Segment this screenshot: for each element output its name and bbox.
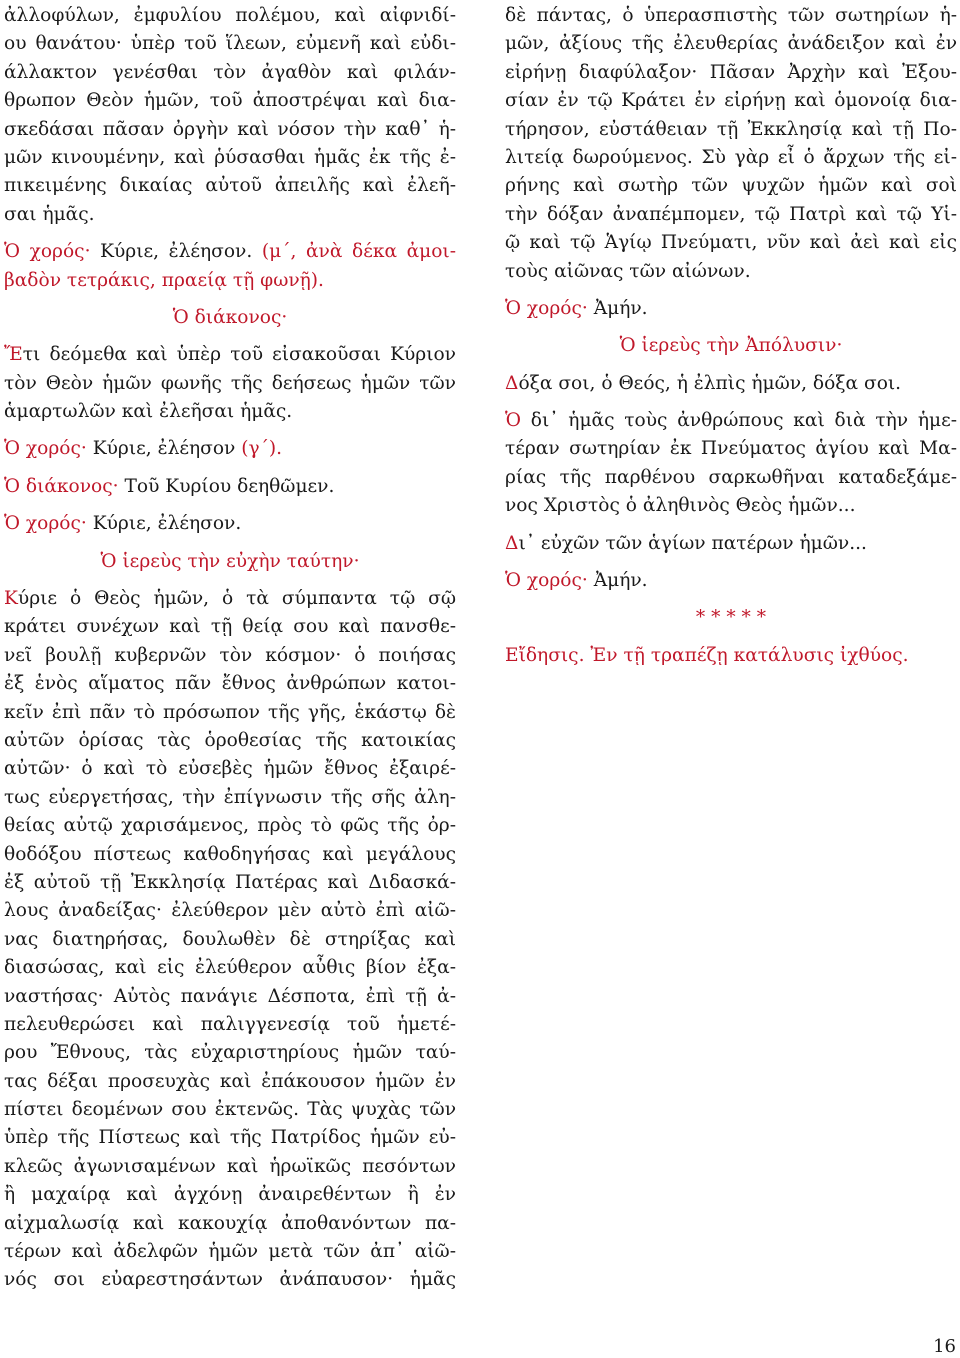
notice-line: Εἴδησις. Ἐν τῇ τραπέζῃ κατάλυσις ἰχθύος. <box>505 644 909 666</box>
choir-response-kyrie-40 <box>4 238 456 295</box>
page-number: 16 <box>933 1336 956 1357</box>
text-line: νος Χριστὸς ὁ ἀληθινὸς Θεὸς ἡμῶν... <box>505 495 856 517</box>
text-line: τας δέξαι προσευχὰς καὶ ἐπάκουσον ἡμῶν ἐν <box>4 1070 456 1092</box>
text-line: δὲ πάντας, ὁ ὑπερασπιστὴς τῶν σωτηρίων ἡ- <box>505 5 957 26</box>
text-line: τέρων καὶ ἀδελφῶν ἡμῶν μετὰ τῶν ἀπ᾿ αἰῶ- <box>4 1241 456 1263</box>
text-line: πελευθερώσει καὶ παλιγγενεσίᾳ τοῦ ἡμετέ- <box>4 1013 456 1035</box>
choir-response-amen: Ὁ χορός· Ἀμήν. <box>505 570 648 592</box>
drop-initial: Δ <box>505 532 519 554</box>
text-line: αὐτῶν ὁρίσας τὰς ὁροθεσίας τῆς κατοικίας <box>4 729 456 751</box>
text-line: τοὺς αἰῶνας τῶν αἰώνων. <box>505 260 751 282</box>
text-line: μῶν, ἀξίους τῆς ἐλευθερίας ἀνάδειξον καὶ ἐν <box>505 33 957 55</box>
deacon-heading: Ὁ διάκονος· <box>172 306 288 328</box>
text-line: Ὁ δι᾿ ἡμᾶς τοὺς ἀνθρώπους καὶ διὰ τὴν ἡμε- <box>505 410 957 432</box>
choir-response-kyrie: Ὁ χορός· Κύριε, ἐλέησον. <box>4 513 242 535</box>
text-line: θείας αὐτῷ χαρισάμενος, πρὸς τὸ φῶς τῆς ὀρ- <box>4 815 456 837</box>
doxology-line: Δόξα σοι, ὁ Θεός, ἡ ἐλπὶς ἡμῶν, δόξα σοι. <box>505 372 902 394</box>
right-column <box>505 2 957 670</box>
text-line: ἐξ ἑνὸς αἵματος πᾶν ἔθνος ἀνθρώπων κατοι- <box>4 673 456 695</box>
text-line: ου θανάτου· ὑπὲρ τοῦ ἵλεων, εὐμενῆ καὶ εὐδι- <box>4 33 456 55</box>
text-line: ἐξ αὐτοῦ τῇ Ἐκκλησίᾳ Πατέρας καὶ Διδασκά- <box>4 871 456 893</box>
deacon-line: Ὁ διάκονος· Τοῦ Κυρίου δεηθῶμεν. <box>4 475 335 497</box>
text-line: λους ἀναδείξας· ἐλεύθερον μὲν αὐτὸ ἐπὶ αἰῶ- <box>4 900 456 922</box>
text-line: ἀλλοφύλων, ἐμφυλίου πολέμου, καὶ αἰφνιδί- <box>4 5 456 26</box>
text-line: ἢ μαχαίρᾳ καὶ ἀγχόνῃ ἀναιρεθέντων ἢ ἐν <box>4 1184 456 1206</box>
drop-initial: Δ <box>505 372 519 394</box>
text-line: ρήνης καὶ σωτὴρ τῶν ψυχῶν ἡμῶν καὶ σοὶ <box>505 175 957 197</box>
paragraph-priest-prayer <box>4 585 456 1295</box>
text-line: αἰχμαλωσίᾳ καὶ κακουχίᾳ ἀποθανόντων πα- <box>4 1212 456 1234</box>
speaker-label: Ὁ χορός· <box>505 297 588 319</box>
text-line: τέραν σωτηρίαν ἐκ Πνεύματος ἁγίου καὶ Μα- <box>505 438 957 460</box>
text-line: ρου Ἔθνους, τὰς εὐχαριστηρίους ἡμῶν ταύ- <box>4 1042 456 1064</box>
closing-prayer-line: Δι᾿ εὐχῶν τῶν ἁγίων πατέρων ἡμῶν... <box>505 532 867 554</box>
rubric-text: (γ΄). <box>241 438 283 460</box>
section-separator-stars: * * * * * <box>695 607 767 629</box>
choir-response-kyrie-3: Ὁ χορός· Κύριε, ἐλέησον (γ΄). <box>4 438 283 460</box>
speaker-label: Ὁ χορός· <box>505 570 588 592</box>
text-line <box>4 238 456 266</box>
text-line: Ἔτι δεόμεθα καὶ ὑπὲρ τοῦ εἰσακοῦσαι Κύριον <box>4 344 456 366</box>
drop-initial: Ὁ <box>505 410 521 432</box>
text-line: νεῖ βουλῇ κυβερνῶν τὸν κόσμον· ὁ ποιήσας <box>4 644 456 666</box>
text-line: αὐτῶν· ὁ καὶ τὸ εὐσεβὲς ἡμῶν ἔθνος ἐξαιρέ- <box>4 758 456 780</box>
text-line: νός σοι εὐαρεστησάντων ἀνάπαυσον· ἡμᾶς <box>4 1269 456 1291</box>
text-line: λιτείᾳ δωρούμενος. Σὺ γὰρ εἶ ὁ ἄρχων τῆς εἰ- <box>505 146 957 168</box>
text-line: σαι ἡμᾶς. <box>4 203 95 225</box>
text-line: τήρησον, εὐστάθειαν τῇ Ἐκκλησίᾳ καὶ τῇ Πο- <box>505 118 957 140</box>
text-line: ῷ καὶ τῷ Ἁγίῳ Πνεύματι, νῦν καὶ ἀεὶ καὶ εἰς <box>505 232 957 254</box>
text-line: κλεῶς ἀγωνισαμένων καὶ ἡρωϊκῶς πεσόντων <box>4 1155 456 1177</box>
paragraph-dismissal <box>505 407 957 521</box>
text-line: θοδόξου πίστεως καθοδηγήσας καὶ μεγάλους <box>4 843 456 865</box>
dismissal-heading: Ὁ ἱερεὺς τὴν Ἀπόλυσιν· <box>619 335 843 357</box>
text-line: κράτει συνέχων καὶ τῇ θείᾳ σου καὶ πανσθε- <box>4 616 456 638</box>
text-line: διασώσας, καὶ εἰς ἐλεύθερον αὖθις βίον ἐξα- <box>4 957 456 979</box>
text-line: θρωπον Θεὸν ἡμῶν, τοῦ ἀποστρέψαι καὶ δια- <box>4 90 456 112</box>
text-line: μῶν κινουμένην, καὶ ῥύσασθαι ἡμᾶς ἐκ τῆς ἐ- <box>4 146 456 168</box>
left-column <box>4 2 456 1295</box>
text-line: εἰρήνῃ διαφύλαξον· Πᾶσαν Ἀρχὴν καὶ Ἐξου- <box>505 61 957 83</box>
text-line: σίαν ἐν τῷ Κράτει ἐν εἰρήνῃ καὶ ὁμονοίᾳ δια- <box>505 90 957 112</box>
rubric-line: βαδὸν τετράκις, πραείᾳ τῇ φωνῇ). <box>4 269 324 291</box>
text-line: άλλακτον γενέσθαι τὸν ἀγαθὸν καὶ φιλάν- <box>4 61 456 83</box>
paragraph-deacon-petition <box>4 341 456 426</box>
choir-response-amen: Ὁ χορός· Ἀμήν. <box>505 297 648 319</box>
speaker-label: Ὁ χορός· <box>4 241 91 263</box>
response-text: Κύριε, ἐλέησον. <box>90 241 262 263</box>
text-line: ὑπὲρ τῆς Πίστεως καὶ τῆς Πατρίδος ἡμῶν εὐ- <box>4 1127 456 1149</box>
text-line: ρίας τῆς παρθένου σαρκωθῆναι καταδεξάμε- <box>505 466 957 488</box>
rubric-text: (μ΄, ἀνὰ δέκα ἀμοι- <box>261 241 456 263</box>
text-line: ναστήσας· Αὐτὸς πανάγιε Δέσποτα, ἐπὶ τῇ ἀ- <box>4 985 456 1007</box>
text-line: τως εὐεργετήσας, τὴν ἐπίγνωσιν τῆς σῆς ἀλη- <box>4 786 456 808</box>
text-line: Κύριε ὁ Θεὸς ἡμῶν, ὁ τὰ σύμπαντα τῷ σῷ <box>4 588 456 610</box>
drop-initial: Κ <box>4 588 18 610</box>
paragraph-litany-end <box>4 2 456 229</box>
priest-prayer-heading: Ὁ ἱερεὺς τὴν εὐχὴν ταύτην· <box>100 550 360 572</box>
text-line: τὸν Θεὸν ἡμῶν φωνῆς τῆς δεήσεως ἡμῶν τῶν <box>4 372 456 394</box>
text-line: κεῖν ἐπὶ πᾶν τὸ πρόσωπον τῆς γῆς, ἑκάστῳ δὲ <box>4 701 456 723</box>
text-line: ἁμαρτωλῶν καὶ ἐλεῆσαι ἡμᾶς. <box>4 401 293 423</box>
text-line: σκεδάσαι πᾶσαν ὀργὴν καὶ νόσον τὴν καθ᾿ ἡ- <box>4 118 456 140</box>
text-line: νας διατηρήσας, δουλωθὲν δὲ στηρίξας καὶ <box>4 928 456 950</box>
paragraph-prayer-continued <box>505 2 957 286</box>
drop-initial: Ἔ <box>4 344 23 366</box>
text-line: τὴν δόξαν ἀναπέμπομεν, τῷ Πατρὶ καὶ τῷ Υἱ- <box>505 203 957 225</box>
speaker-label: Ὁ χορός· <box>4 513 87 535</box>
text-line: πικειμένης δικαίας αὐτοῦ ἀπειλῆς καὶ ἐλεῆ- <box>4 175 456 197</box>
text-line: πίστει δεομένων σου ἐκτενῶς. Τὰς ψυχὰς τῶν <box>4 1099 456 1121</box>
speaker-label: Ὁ διάκονος· <box>4 475 119 497</box>
speaker-label: Ὁ χορός· <box>4 438 87 460</box>
